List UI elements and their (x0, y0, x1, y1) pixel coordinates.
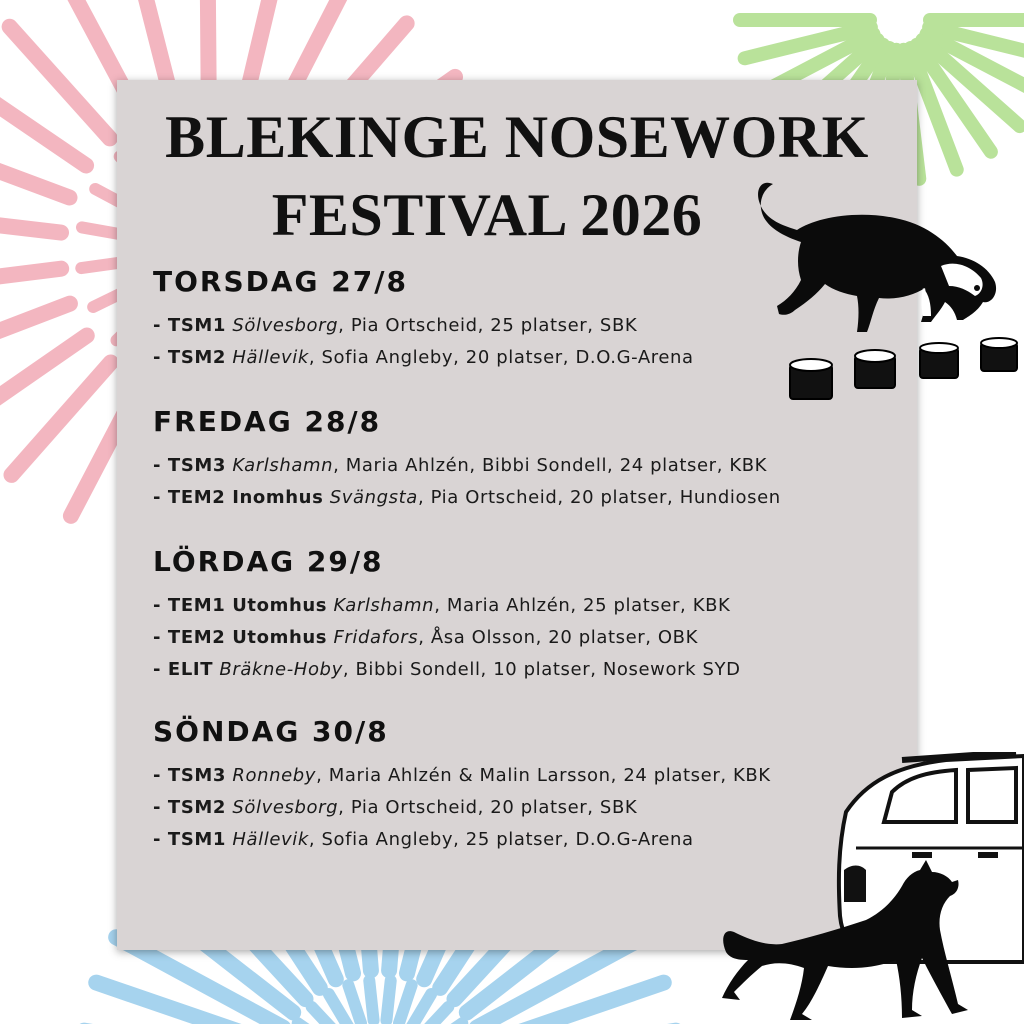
firework-ray (386, 981, 390, 1021)
firework-ray (0, 215, 61, 232)
event-item: - TSM2 Hällevik, Sofia Angleby, 20 platser, D.O.G-Arena (153, 347, 694, 368)
event-item: - TSM3 Ronneby, Maria Ahlzén & Malin Larsson, 24 platser, KBK (153, 765, 771, 786)
day-heading: FREDAG 28/8 (153, 405, 382, 438)
firework-ray (348, 985, 361, 1023)
firework-ray (369, 981, 373, 1021)
sniffing-dog-illustration (745, 170, 1024, 410)
event-item: - TEM1 Utomhus Karlshamn, Maria Ahlzén, 25 platser, KBK (153, 595, 731, 616)
firework-ray (411, 994, 431, 1024)
firework-ray (0, 269, 61, 288)
dog-icon (758, 183, 996, 332)
event-item: - ELIT Bräkne-Hoby, Bibbi Sondell, 10 platser, Nosework SYD (153, 659, 741, 680)
car-and-dog-illustration (716, 752, 1024, 1024)
event-item: - TSM3 Karlshamn, Maria Ahlzén, Bibbi Sondell, 24 platser, KBK (153, 455, 768, 476)
event-item: - TSM1 Sölvesborg, Pia Ortscheid, 25 platser, SBK (153, 315, 638, 336)
day-heading: LÖRDAG 29/8 (153, 545, 384, 578)
title-line-2: FESTIVAL 2026 (271, 182, 703, 248)
scent-container-icon (790, 338, 1017, 399)
event-item: - TSM1 Hällevik, Sofia Angleby, 25 platser, D.O.G-Arena (153, 829, 694, 850)
firework-ray (329, 994, 349, 1024)
day-friday (153, 404, 893, 514)
event-item: - TEM2 Inomhus Svängsta, Pia Ortscheid, 20 platser, Hundiosen (153, 487, 781, 508)
day-heading: TORSDAG 27/8 (153, 265, 408, 298)
day-heading: SÖNDAG 30/8 (153, 715, 389, 748)
event-item: - TEM2 Utomhus Fridafors, Åsa Olsson, 20 platser, OBK (153, 627, 699, 648)
firework-ray (399, 985, 412, 1023)
day-saturday (153, 544, 893, 686)
event-item: - TSM2 Sölvesborg, Pia Ortscheid, 20 platser, SBK (153, 797, 638, 818)
title-line-1: BLEKINGE NOSEWORK (165, 104, 869, 170)
